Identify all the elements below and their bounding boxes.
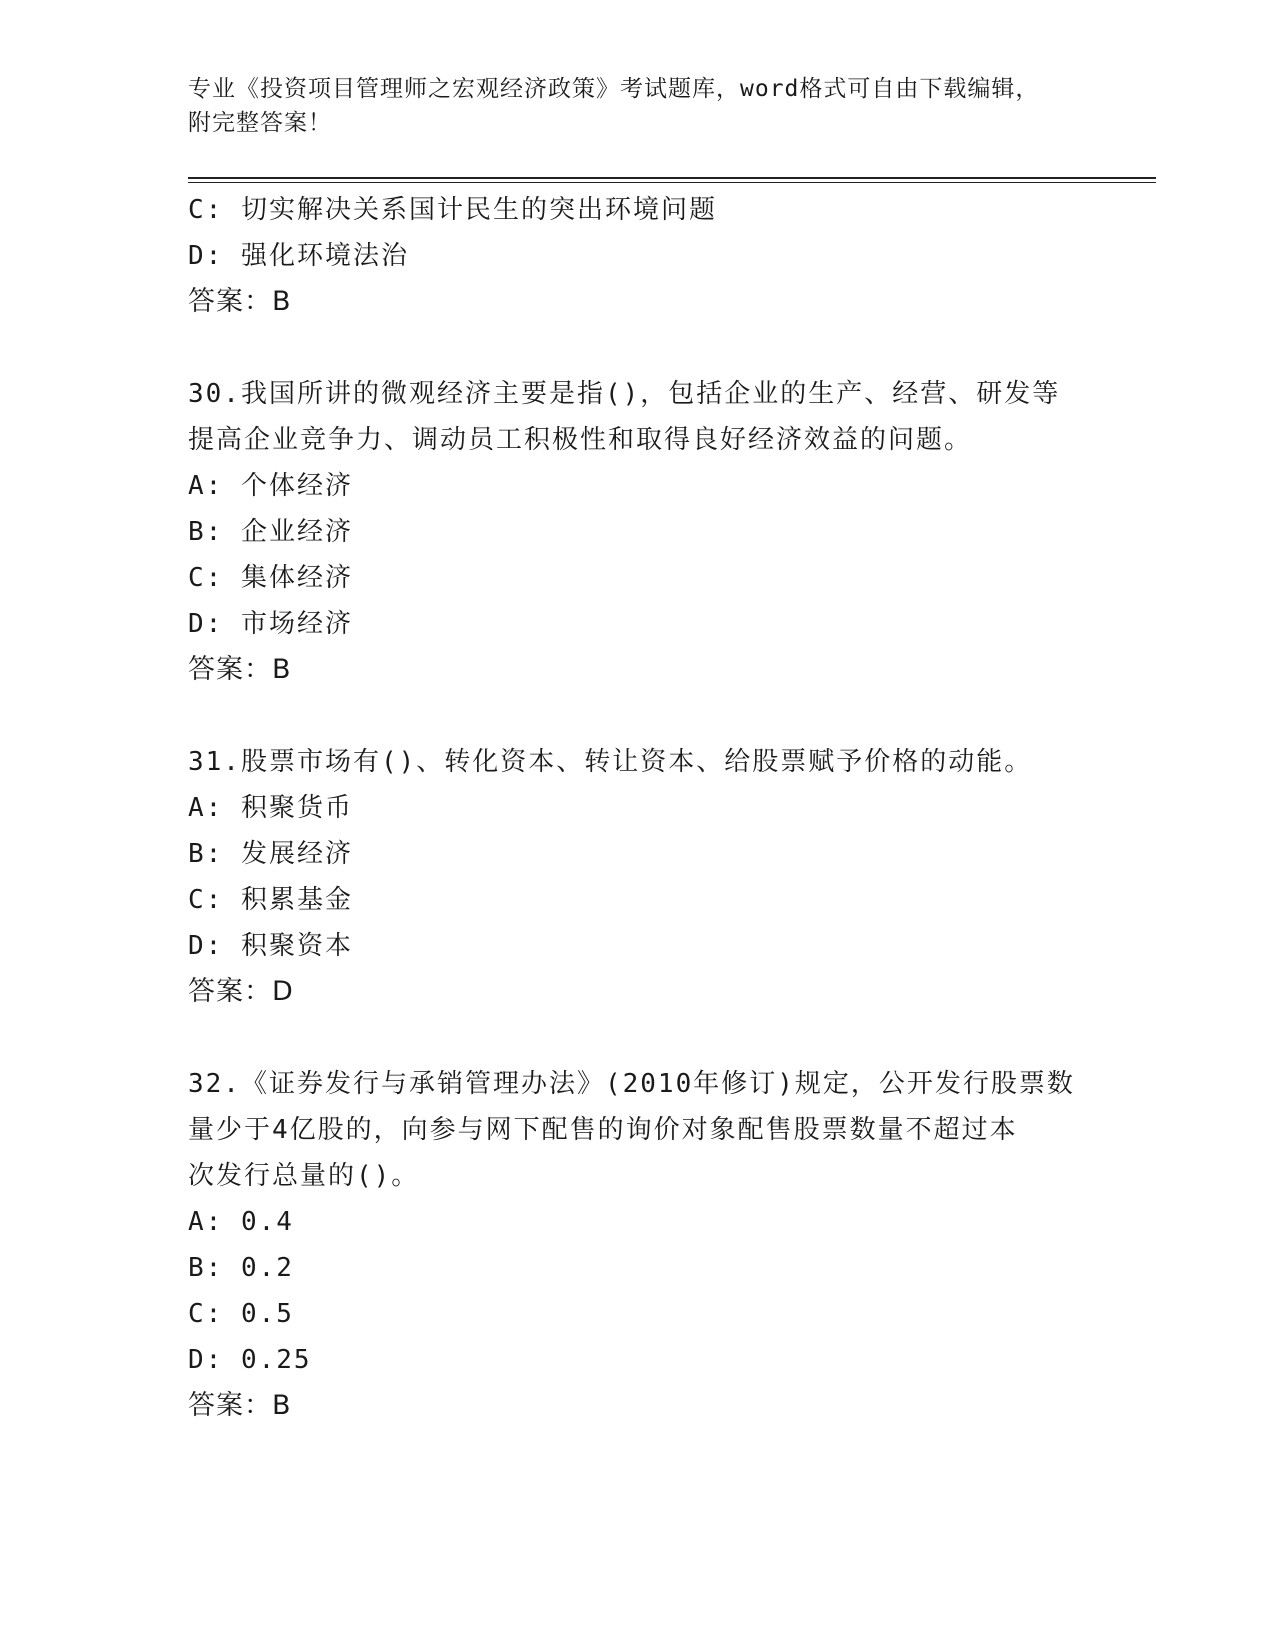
header-divider-thick: [188, 177, 1156, 179]
option-d: D: 0.25: [188, 1345, 312, 1375]
option-c: C: 积累基金: [188, 885, 353, 915]
question-29-tail: [188, 187, 1088, 325]
option-d: D: 强化环境法治: [188, 241, 409, 271]
option-b: B: 0.2: [188, 1253, 294, 1283]
option-c: C: 切实解决关系国计民生的突出环境问题: [188, 195, 717, 225]
answer: 答案：D: [188, 976, 294, 1007]
option-b: B: 发展经济: [188, 839, 353, 869]
question-stem: 32.《证券发行与承销管理办法》(2010年修订)规定，公开发行股票数: [188, 1069, 1075, 1099]
question-stem: 30.我国所讲的微观经济主要是指()，包括企业的生产、经营、研发等: [188, 379, 1061, 409]
question-stem: 次发行总量的()。: [188, 1161, 420, 1191]
option-a: A: 积聚货币: [188, 793, 353, 823]
option-a: A: 个体经济: [188, 471, 353, 501]
option-d: D: 市场经济: [188, 609, 353, 639]
question-stem: 31.股票市场有()、转化资本、转让资本、给股票赋予价格的动能。: [188, 747, 1033, 777]
answer: 答案：B: [188, 286, 292, 317]
spacer: [188, 1015, 1088, 1061]
question-31: [188, 739, 1088, 1015]
option-c: C: 集体经济: [188, 563, 353, 593]
question-list: [188, 187, 1088, 1429]
question-stem: 提高企业竞争力、调动员工积极性和取得良好经济效益的问题。: [188, 425, 973, 455]
header-line-1: 专业《投资项目管理师之宏观经济政策》考试题库，word格式可自由下载编辑，: [188, 76, 1040, 102]
question-32: [188, 1061, 1088, 1429]
spacer: [188, 325, 1088, 371]
option-d: D: 积聚资本: [188, 931, 353, 961]
header-line-2: 附完整答案！: [188, 110, 332, 136]
question-stem: 量少于4亿股的，向参与网下配售的询价对象配售股票数量不超过本: [188, 1115, 1018, 1145]
document-header: [188, 72, 1088, 140]
option-a: A: 0.4: [188, 1207, 294, 1237]
spacer: [188, 693, 1088, 739]
answer: 答案：B: [188, 1390, 292, 1421]
header-divider-thin: [188, 182, 1156, 183]
answer: 答案：B: [188, 654, 292, 685]
question-30: [188, 371, 1088, 693]
option-b: B: 企业经济: [188, 517, 353, 547]
option-c: C: 0.5: [188, 1299, 294, 1329]
